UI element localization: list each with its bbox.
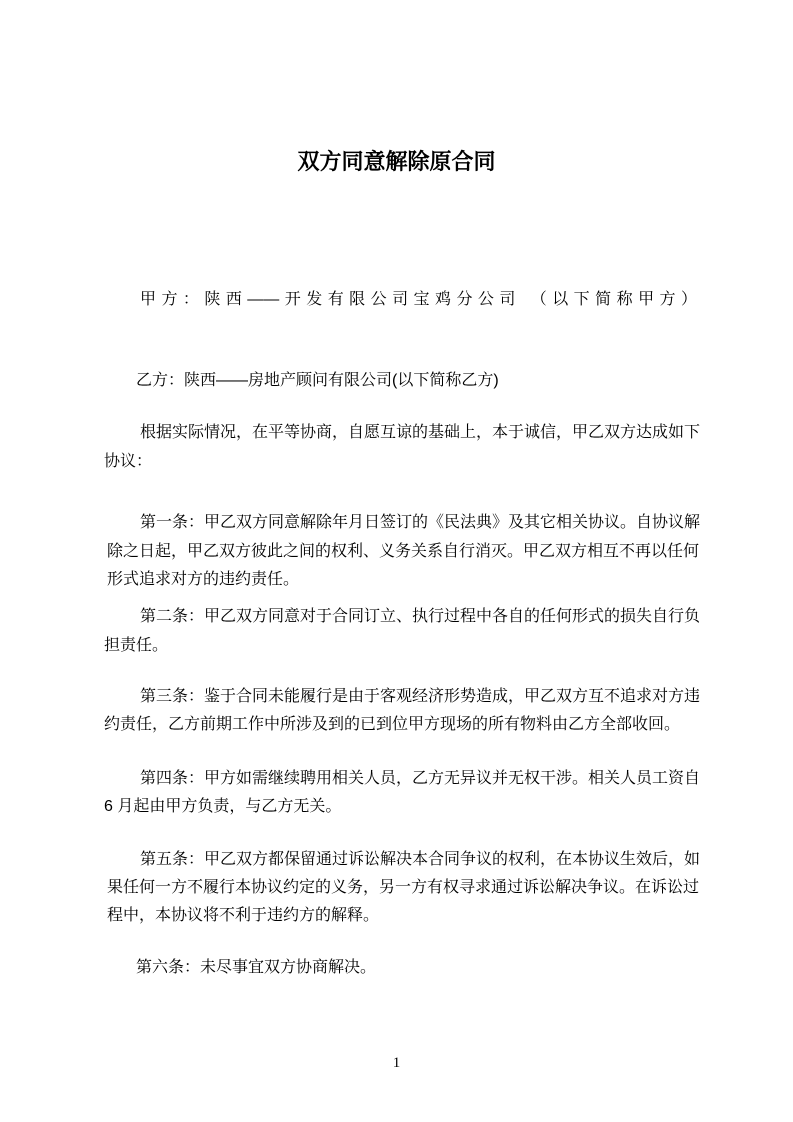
paragraph-line: 担责任。 — [104, 637, 169, 654]
paragraph-line: 第二条：甲乙双方同意对于合同订立、执行过程中各自的任何形式的损失自行负 — [140, 608, 701, 625]
party-b: 乙方：陕西——房地产顾问有限公司(以下简称乙方) — [136, 372, 499, 389]
page-number: 1 — [392, 1055, 401, 1071]
paragraph-line: 程中，本协议将不利于违约方的解释。 — [107, 907, 380, 924]
paragraph-line: 根据实际情况，在平等协商，自愿互谅的基础上，本于诚信，甲乙双方达成如下 — [140, 424, 701, 441]
paragraph-line: 果任何一方不履行本协议约定的义务，另一方有权寻求通过诉讼解决争议。在诉讼过 — [107, 879, 700, 896]
paragraph-line: 第四条：甲方如需继续聘用相关人员，乙方无异议并无权干涉。相关人员工资自 — [140, 770, 701, 787]
party-a: 甲方：陕西——开发有限公司宝鸡分公司 （以下简称甲方） — [140, 291, 697, 308]
paragraph-line: 第三条：鉴于合同未能履行是由于客观经济形势造成，甲乙双方互不追求对方违 — [140, 688, 701, 705]
paragraph-line: 形式追求对方的违约责任。 — [107, 571, 300, 588]
paragraph-line: 6 月起由甲方负责，与乙方无关。 — [104, 798, 342, 815]
paragraph-line: 第六条：未尽事宜双方协商解决。 — [136, 959, 377, 976]
paragraph-line: 除之日起，甲乙双方彼此之间的权利、义务关系自行消灭。甲乙双方相互不再以任何 — [107, 543, 700, 560]
paragraph-line: 第一条：甲乙双方同意解除年月日签订的《民法典》及其它相关协议。自协议解 — [140, 514, 701, 531]
paragraph-line: 第五条：甲乙双方都保留通过诉讼解决本合同争议的权利，在本协议生效后，如 — [140, 851, 701, 868]
document-title: 双方同意解除原合同 — [297, 149, 496, 174]
paragraph-line: 协议： — [104, 453, 153, 470]
paragraph-line: 约责任，乙方前期工作中所涉及到的已到位甲方现场的所有物料由乙方全部收回。 — [104, 716, 681, 733]
